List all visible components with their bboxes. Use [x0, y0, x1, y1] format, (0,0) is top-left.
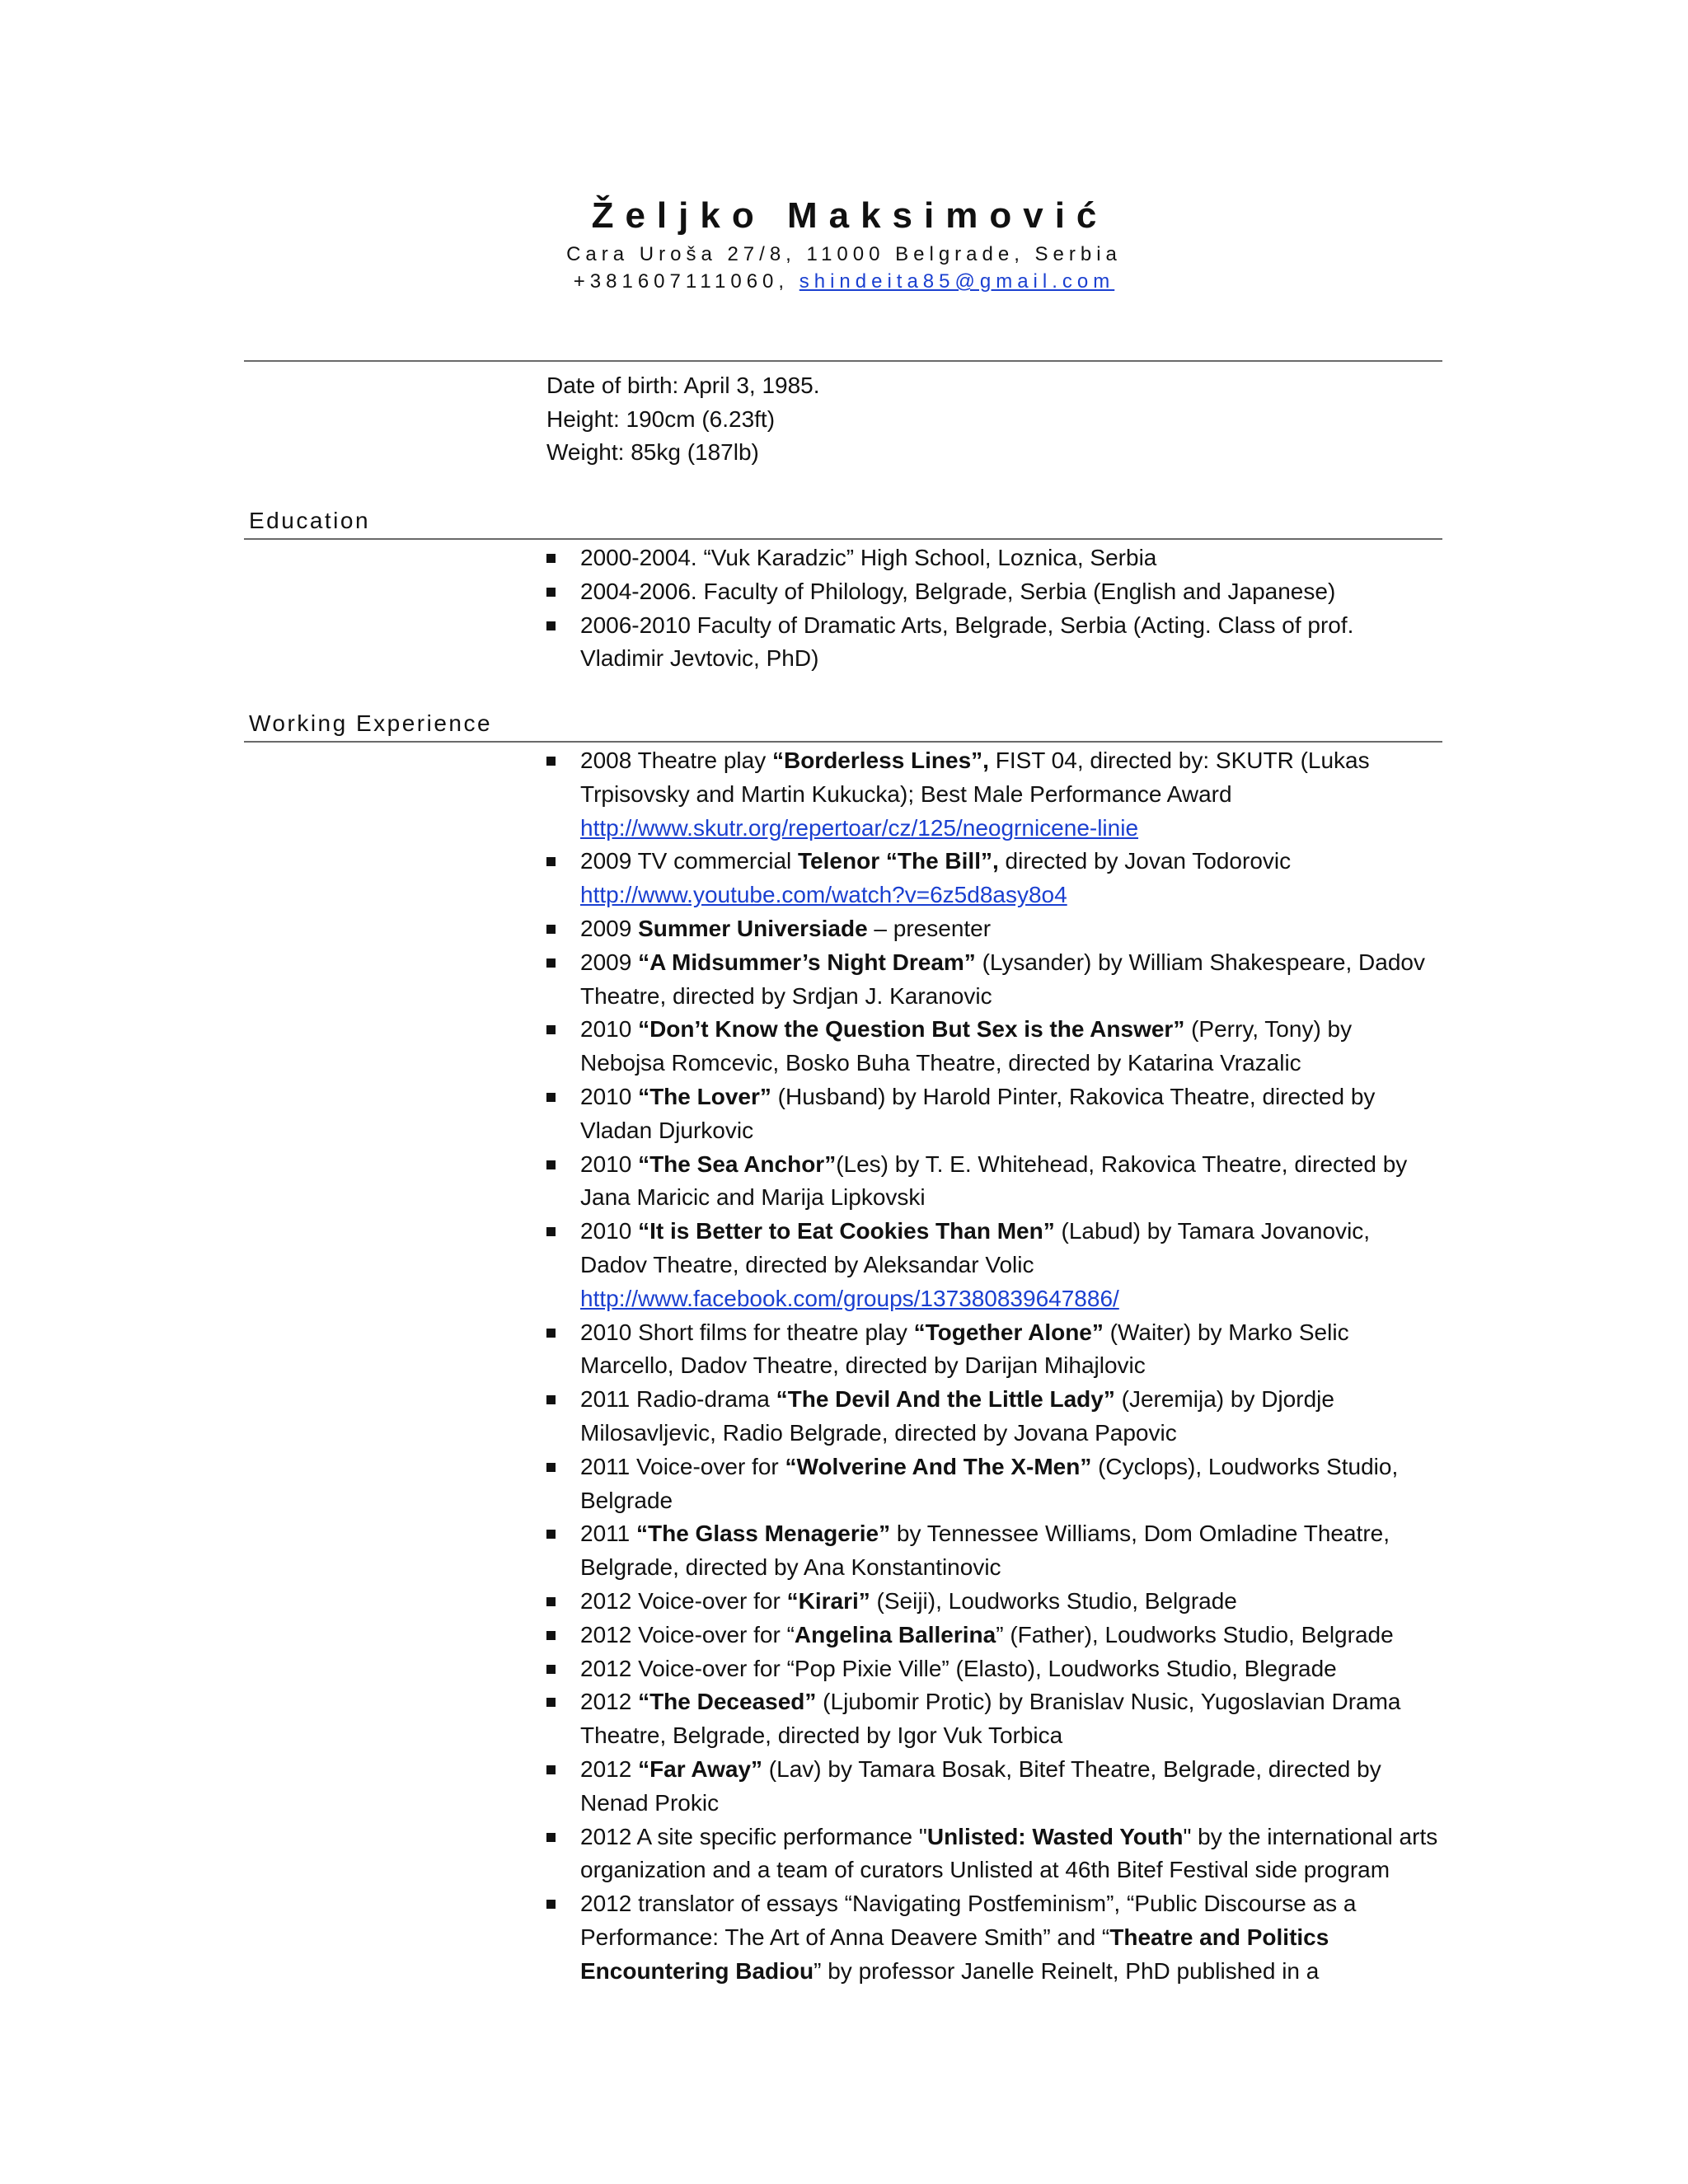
work-title: “The Deceased” [638, 1689, 817, 1715]
address: Cara Uroša 27/8, 11000 Belgrade, Serbia [566, 243, 1122, 265]
bullet-icon [546, 1631, 556, 1640]
header-divider [244, 360, 1442, 362]
experience-text: (Ljubomir Protic) by Branislav Nusic, Yugoslavian Drama Theatre, Belgrade, directed by Igor Vuk Torbica [580, 1689, 1401, 1749]
experience-text: (Waiter) by Marko Selic Marcello, Dadov Theatre, directed by Darijan Mihajlovic [580, 1319, 1349, 1379]
experience-item [546, 912, 1441, 946]
experience-text: 2009 [580, 949, 639, 975]
work-title: “Wolverine And The X-Men” [785, 1453, 1092, 1479]
experience-text: ” by professor Janelle Reinelt, PhD published in a [814, 1957, 1320, 1984]
bullet-icon [546, 1597, 556, 1606]
experience-item [546, 1887, 1441, 1988]
work-title: “It is Better to Eat Cookies Than Men” [638, 1218, 1055, 1244]
experience-text: 2010 [580, 1151, 639, 1177]
email-link[interactable]: shindeita85@gmail.com [799, 270, 1115, 293]
contact-line [0, 268, 1688, 295]
experience-text: 2010 [580, 1083, 639, 1109]
experience-heading: Working Experience [249, 710, 493, 736]
experience-item [546, 1451, 1441, 1518]
experience-text: 2008 Theatre play [580, 748, 772, 773]
bullet-icon [546, 1900, 556, 1909]
bullet-icon [546, 1463, 556, 1472]
experience-item [546, 1148, 1441, 1216]
experience-text: (Lysander) by William Shakespeare, Dadov Theatre, directed by Srdjan J. Karanovic [580, 949, 1425, 1009]
experience-text: 2009 [580, 915, 639, 941]
work-title: “A Midsummer’s Night Dream” [638, 949, 976, 975]
personal-details [546, 369, 820, 470]
work-title: “The Lover” [638, 1083, 771, 1109]
experience-text: – presenter [867, 915, 992, 941]
experience-divider [244, 741, 1442, 743]
experience-text: (Husband) by Harold Pinter, Rakovica Theatre, directed by Vladan Djurkovic [580, 1083, 1376, 1143]
work-title: “Together Alone” [913, 1319, 1104, 1345]
work-title: “Far Away” [638, 1755, 763, 1782]
education-divider [244, 538, 1442, 540]
date-of-birth: Date of birth: April 3, 1985. [546, 373, 820, 398]
bullet-icon [546, 1665, 556, 1674]
reference-link[interactable]: http://www.facebook.com/groups/137380839647886/ [580, 1285, 1119, 1311]
bullet-icon [546, 1025, 556, 1034]
phone: +381607111060, [573, 270, 799, 293]
resume-header [0, 191, 1688, 295]
experience-text: (Lav) by Tamara Bosak, Bitef Theatre, Belgrade, directed by Nenad Prokic [580, 1755, 1381, 1816]
bullet-icon [546, 554, 556, 563]
experience-item [546, 1316, 1441, 1384]
experience-text: (Seiji), Loudworks Studio, Belgrade [870, 1587, 1237, 1614]
experience-item [546, 845, 1441, 912]
bullet-icon [546, 1329, 556, 1338]
work-title: “Don’t Know the Question But Sex is the Answer” [638, 1016, 1185, 1043]
work-title: Theatre and Politics Encountering Badiou [580, 1924, 1329, 1984]
experience-text: (Cyclops), Loudworks Studio, Belgrade [580, 1453, 1399, 1513]
experience-item [546, 1013, 1441, 1080]
reference-link[interactable]: http://www.youtube.com/watch?v=6z5d8asy8o4 [580, 882, 1067, 908]
work-title: “The Glass Menagerie” [636, 1521, 891, 1547]
education-list [546, 541, 1441, 676]
experience-text: directed by Jovan Todorovic [998, 848, 1292, 874]
experience-text: 2012 Voice-over for “Pop Pixie Ville” (Elasto), Loudworks Studio, Blegrade [580, 1655, 1337, 1681]
bullet-icon [546, 1395, 556, 1404]
experience-text: 2012 [580, 1689, 639, 1715]
experience-text: 2010 Short films for theatre play [580, 1319, 914, 1345]
bullet-icon [546, 621, 556, 630]
bullet-icon [546, 958, 556, 968]
experience-text: FIST 04, directed by: SKUTR (Lukas Trpisovsky and Martin Kukucka); Best Male Performance Award [580, 748, 1370, 807]
work-title: “Kirari” [786, 1587, 870, 1614]
experience-item [546, 744, 1441, 845]
reference-link[interactable]: http://www.skutr.org/repertoar/cz/125/neogrnicene-linie [580, 814, 1139, 841]
experience-item [546, 1821, 1441, 1888]
experience-item [546, 946, 1441, 1014]
experience-text: 2011 Radio-drama [580, 1386, 776, 1413]
experience-text: 2011 Voice-over for [580, 1453, 785, 1479]
work-title: “Borderless Lines”, [771, 748, 989, 773]
bullet-icon [546, 588, 556, 597]
experience-text: 2010 [580, 1016, 639, 1043]
experience-text: 2010 [580, 1218, 639, 1244]
experience-item [546, 1585, 1441, 1619]
bullet-icon [546, 1698, 556, 1707]
bullet-icon [546, 757, 556, 766]
experience-text: (Jeremija) by Djordje Milosavljevic, Radio Belgrade, directed by Jovana Papovic [580, 1386, 1334, 1446]
weight: Weight: 85kg (187lb) [546, 439, 759, 465]
bullet-icon [546, 1833, 556, 1842]
work-title: Telenor “The Bill”, [798, 848, 999, 874]
experience-text: by Tennessee Williams, Dom Omladine Theatre, Belgrade, directed by Ana Konstantinovic [580, 1521, 1390, 1581]
experience-item [546, 1652, 1441, 1686]
bullet-icon [546, 1530, 556, 1539]
work-title: Summer Universiade [638, 915, 868, 941]
experience-text: (Les) by T. E. Whitehead, Rakovica Theatre, directed by Jana Maricic and Marija Lipkovski [580, 1151, 1408, 1211]
education-item-text: 2004-2006. Faculty of Philology, Belgrade, Serbia (English and Japanese) [580, 578, 1336, 604]
education-item [546, 575, 1441, 609]
experience-item [546, 1215, 1441, 1315]
work-title: “The Devil And the Little Lady” [776, 1386, 1115, 1413]
experience-text: 2012 Voice-over for [580, 1587, 787, 1614]
experience-item [546, 1383, 1441, 1451]
experience-item [546, 1080, 1441, 1148]
experience-text: 2009 TV commercial [580, 848, 799, 874]
experience-text: 2011 [580, 1521, 636, 1547]
height: Height: 190cm (6.23ft) [546, 405, 776, 432]
work-title: Angelina Ballerina [794, 1621, 996, 1647]
work-title: “The Sea Anchor” [638, 1151, 837, 1177]
education-heading: Education [249, 508, 371, 533]
experience-text: 2012 A site specific performance " [580, 1823, 927, 1849]
bullet-icon [546, 1093, 556, 1102]
experience-text: 2012 translator of essays “Navigating Postfeminism”, “Public Discourse as a Performance: The Art of Anna Deavere Smith” and “ [580, 1891, 1357, 1950]
bullet-icon [546, 925, 556, 934]
bullet-icon [546, 1227, 556, 1236]
experience-list [546, 744, 1441, 1988]
experience-text: 2012 [580, 1755, 639, 1782]
experience-item [546, 1753, 1441, 1821]
experience-text: " by the international arts organization and a team of curators Unlisted at 46th Bitef Festival side program [580, 1823, 1438, 1883]
experience-item [546, 1685, 1441, 1753]
experience-text: (Labud) by Tamara Jovanovic, Dadov Theatre, directed by Aleksandar Volic [580, 1218, 1371, 1277]
education-item-text: 2006-2010 Faculty of Dramatic Arts, Belgrade, Serbia (Acting. Class of prof. Vladimir Jevtovic, PhD) [580, 612, 1354, 672]
experience-item [546, 1619, 1441, 1652]
candidate-name: Željko Maksimović [591, 195, 1109, 236]
experience-text: ” (Father), Loudworks Studio, Belgrade [996, 1621, 1394, 1647]
education-item [546, 541, 1441, 575]
education-item-text: 2000-2004. “Vuk Karadzic” High School, Loznica, Serbia [580, 545, 1157, 570]
experience-item [546, 1517, 1441, 1585]
bullet-icon [546, 1765, 556, 1774]
bullet-icon [546, 1160, 556, 1169]
experience-text: 2012 Voice-over for “ [580, 1621, 795, 1647]
education-item [546, 609, 1441, 677]
bullet-icon [546, 857, 556, 866]
work-title: Unlisted: Wasted Youth [926, 1823, 1184, 1849]
experience-text: (Perry, Tony) by Nebojsa Romcevic, Bosko Buha Theatre, directed by Katarina Vrazalic [580, 1016, 1353, 1076]
